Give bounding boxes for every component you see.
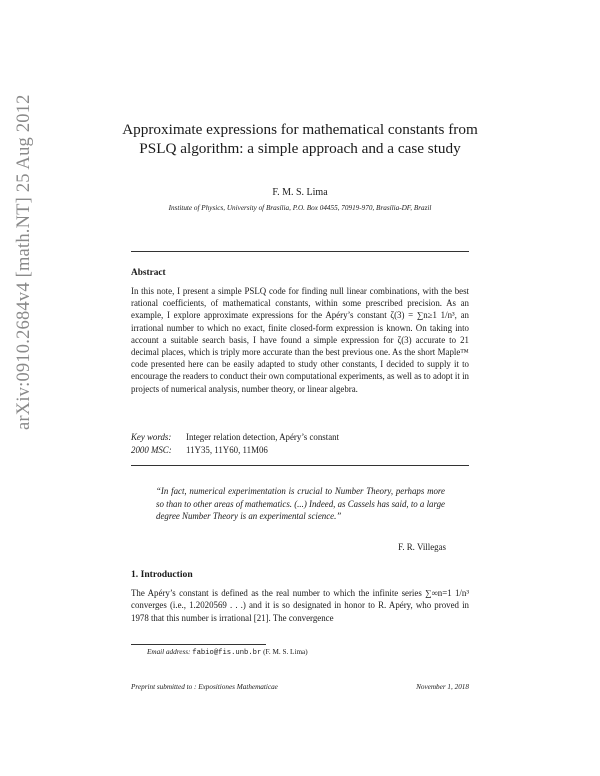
- paper-title: Approximate expressions for mathematical constants from PSLQ algorithm: a simple approach and a case study: [122, 121, 478, 157]
- msc-label: 2000 MSC:: [131, 444, 172, 455]
- footer-date: November 1, 2018: [416, 683, 469, 691]
- footnote: [147, 648, 308, 657]
- footer-journal: Preprint submitted to : Expositiones Mathematicae: [131, 683, 278, 691]
- epigraph-author: F. R. Villegas: [398, 542, 446, 552]
- keywords-value: Integer relation detection, Apéry’s constant: [186, 432, 340, 442]
- arxiv-id: arXiv:0910.2684v4 [math.NT] 25 Aug 2012: [14, 94, 34, 430]
- keywords-block: [131, 431, 339, 456]
- footnote-name: (F. M. S. Lima): [263, 648, 308, 656]
- keywords-label: Key words:: [131, 432, 172, 442]
- abstract-bottom-rule: [131, 465, 469, 466]
- section-heading: 1. Introduction: [131, 569, 193, 580]
- footnote-email[interactable]: fabio@fis.unb.br: [192, 649, 262, 657]
- author-name: F. M. S. Lima: [272, 187, 328, 198]
- msc-value: 11Y35, 11Y60, 11M06: [186, 444, 268, 455]
- footnote-label: Email address:: [147, 648, 191, 656]
- section-text: The Apéry’s constant is defined as the real number to which the infinite series ∑∞n=1 1/n³ converges (i.e., 1.2020569 . . .) and it is so designated in honor to R. Apéry, who proved in 1978 that this number is irrational [21]. The convergence: [131, 588, 469, 623]
- abstract-heading: Abstract: [131, 268, 166, 278]
- abstract-top-rule: [131, 251, 469, 252]
- abstract-text: In this note, I present a simple PSLQ code for finding null linear combinations, with the best rational coefficients, of mathematical constants, within some prescribed precision. As an example, I explore approximate expressions for the Apéry’s constant ζ(3) = ∑n≥1 1/n³, an irrational number to which no exact, finite closed-form expression is known. On taking into account a suitable search basis, I have found a simple expression for ζ(3) accurate to 21 decimal places, which is triply more accurate than the best previous one. As the short Maple™ code presented here can be easily adapted to study other constants, I decided to supply it to encourage the readers to conduct their own computational experiments, as well as to adopt it in projects of numerical analysis, number theory, or linear algebra.: [131, 286, 469, 394]
- page-footer: [131, 683, 469, 691]
- epigraph-quote: “In fact, numerical experimentation is crucial to Number Theory, perhaps more so than to other areas of mathematics. (...) Indeed, as Cassels has said, to a large degree Number Theory is an experimental science.”: [156, 486, 445, 521]
- footnote-rule: [131, 644, 266, 645]
- affiliation: Institute of Physics, University of Brasília, P.O. Box 04455, 70919-970, Brasília-DF, Brazil: [168, 204, 432, 212]
